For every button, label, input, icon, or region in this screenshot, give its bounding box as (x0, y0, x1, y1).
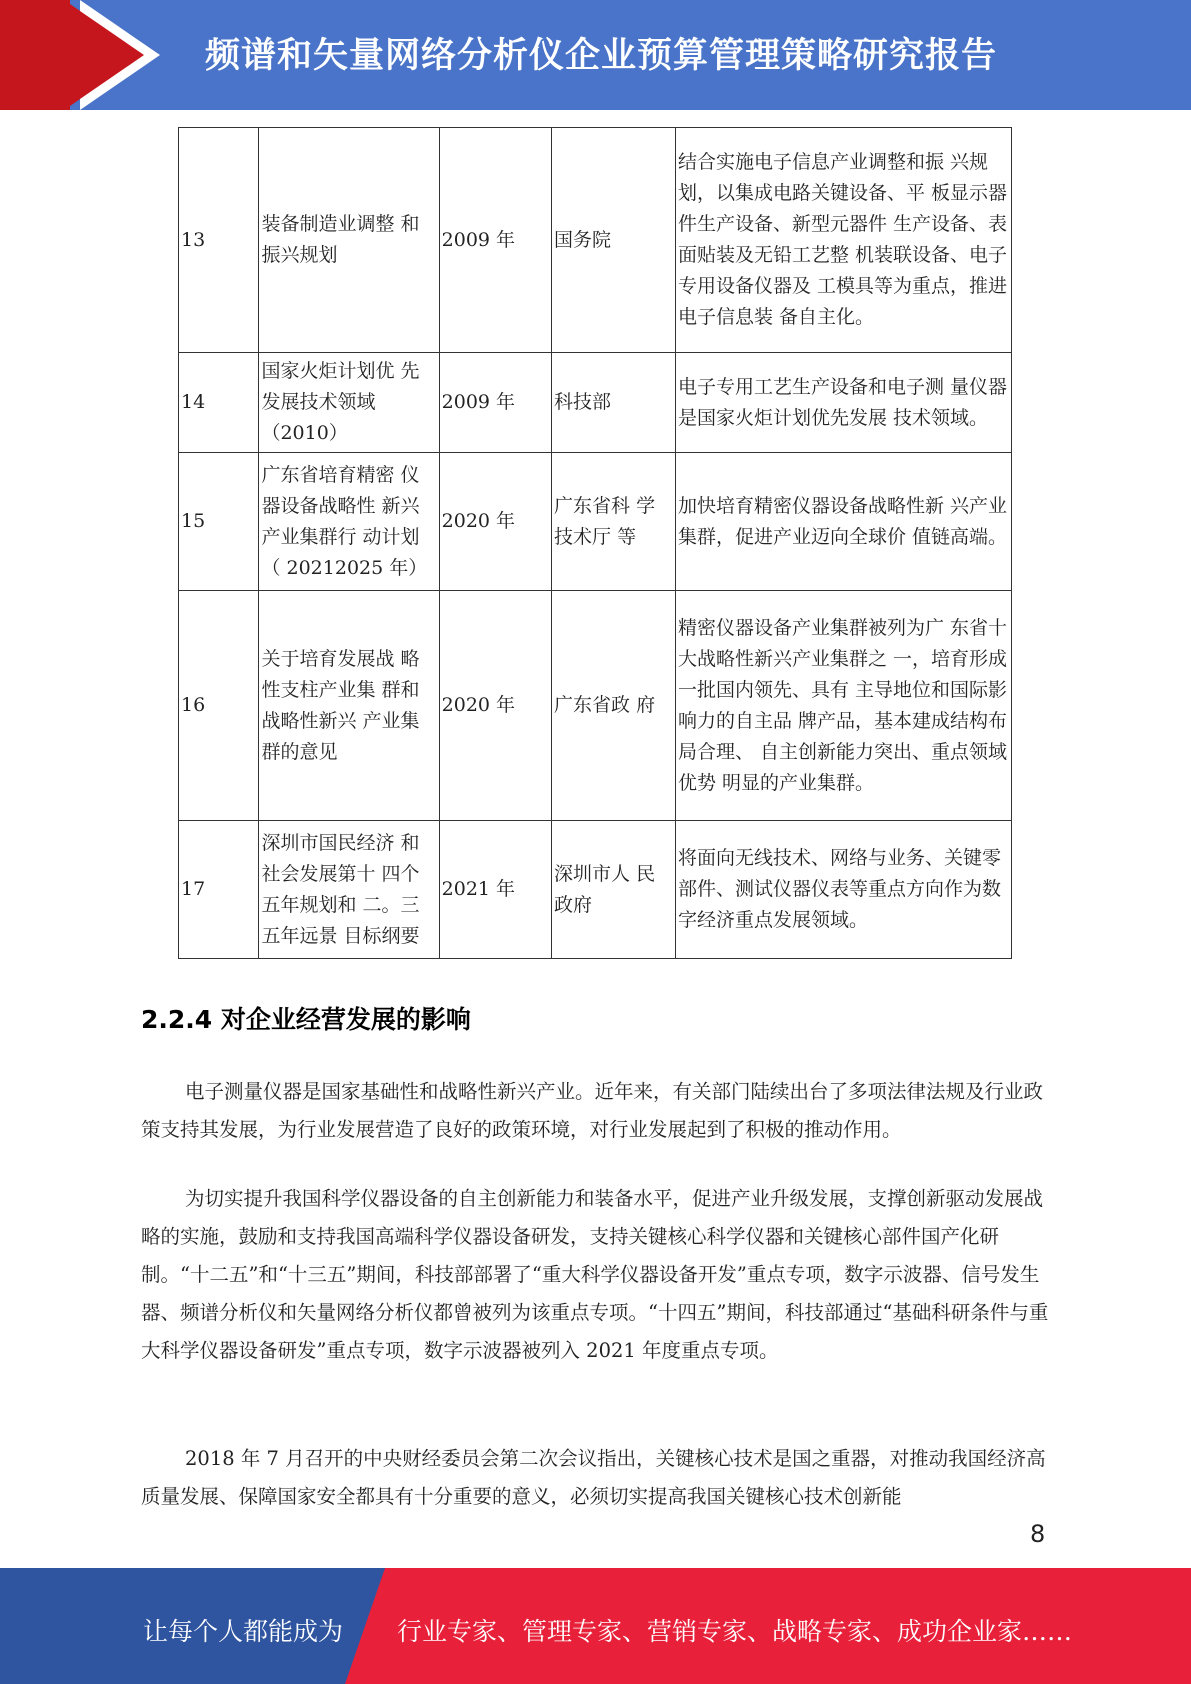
issue-year: 2020 年 (439, 591, 551, 821)
footer-slogan-roles: 行业专家、管理专家、营销专家、战略专家、成功企业家…… (397, 1617, 1073, 1646)
table-row (179, 353, 1012, 453)
row-number: 15 (179, 453, 259, 591)
row-number: 16 (179, 591, 259, 821)
policy-content: 结合实施电子信息产业调整和振 兴规划，以集成电路关键设备、平 板显示器件生产设备、新型元器件 生产设备、表面贴装及无铅工艺整 机装联设备、电子专用设备仪器及 工模具等为重点，推进电子信息装 备自主化。 (676, 128, 1012, 353)
issue-year: 2009 年 (439, 128, 551, 353)
policy-name: 装备制造业调整 和振兴规划 (259, 128, 439, 353)
policy-name: 深圳市国民经济 和社会发展第十 四个五年规划和 二。三五年远景 目标纲要 (259, 821, 439, 959)
page-header (0, 0, 1191, 110)
table-row (179, 453, 1012, 591)
page-footer (0, 1568, 1191, 1684)
issue-year: 2009 年 (439, 353, 551, 453)
issue-year: 2020 年 (439, 453, 551, 591)
body-paragraph: 电子测量仪器是国家基础性和战略性新兴产业。近年来，有关部门陆续出台了多项法律法规及行业政策支持其发展，为行业发展营造了良好的政策环境，对行业发展起到了积极的推动作用。 (141, 1080, 1044, 1141)
table-row (179, 591, 1012, 821)
policy-name: 广东省培育精密 仪器设备战略性 新兴产业集群行 动计划（ 20212025 年） (259, 453, 439, 591)
issuing-department: 深圳市人 民政府 (552, 821, 676, 959)
policy-content: 精密仪器设备产业集群被列为广 东省十大战略性新兴产业集群之 一，培育形成一批国内领先、具有 主导地位和国际影响力的自主品 牌产品，基本建成结构布局合理、 自主创新能力突出、重点领域优势 明显的产业集群。 (676, 591, 1012, 821)
policy-content: 电子专用工艺生产设备和电子测 量仪器是国家火炬计划优先发展 技术领域。 (676, 353, 1012, 453)
issuing-department: 国务院 (552, 128, 676, 353)
footer-slogan-lead: 让每个人都能成为 (143, 1617, 344, 1646)
body-paragraph: 2018 年 7 月召开的中央财经委员会第二次会议指出，关键核心技术是国之重器，对推动我国经济高质量发展、保障国家安全都具有十分重要的意义，必须切实提高我国关键核心技术创新能 (141, 1447, 1046, 1508)
row-number: 14 (179, 353, 259, 453)
header-red-block (0, 0, 70, 110)
issuing-department: 广东省科 学技术厅 等 (552, 453, 676, 591)
issuing-department: 科技部 (552, 353, 676, 453)
footer-blue-slant (345, 1568, 385, 1684)
page-number: 8 (1030, 1520, 1046, 1548)
row-number: 17 (179, 821, 259, 959)
policy-content: 加快培育精密仪器设备战略性新 兴产业集群，促进产业迈向全球价 值链高端。 (676, 453, 1012, 591)
table-row (179, 821, 1012, 959)
policy-name: 国家火炬计划优 先发展技术领域（2010） (259, 353, 439, 453)
policy-content: 将面向无线技术、网络与业务、关键零部件、测试仪器仪表等重点方向作为数字经济重点发展领域。 (676, 821, 1012, 959)
section-heading: 2.2.4 对企业经营发展的影响 (141, 1005, 471, 1034)
header-red-chevron-inner (64, 0, 144, 110)
issue-year: 2021 年 (439, 821, 551, 959)
policy-table (178, 127, 1012, 959)
body-paragraph: 为切实提升我国科学仪器设备的自主创新能力和装备水平，促进产业升级发展，支撑创新驱动发展战略的实施，鼓励和支持我国高端科学仪器设备研发，支持关键核心科学仪器和关键核心部件国产化研制。“十二五”和“十三五”期间，科技部部署了“重大科学仪器设备开发”重点专项，数字示波器、信号发生器、频谱分析仪和矢量网络分析仪都曾被列为该重点专项。“十四五”期间，科技部通过“基础科研条件与重大科学仪器设备研发”重点专项，数字示波器被列入 2021 年度重点专项。 (141, 1187, 1049, 1362)
policy-name: 关于培育发展战 略性支柱产业集 群和战略性新兴 产业集群的意见 (259, 591, 439, 821)
report-title: 频谱和矢量网络分析仪企业预算管理策略研究报告 (205, 36, 998, 76)
row-number: 13 (179, 128, 259, 353)
issuing-department: 广东省政 府 (552, 591, 676, 821)
table-row (179, 128, 1012, 353)
